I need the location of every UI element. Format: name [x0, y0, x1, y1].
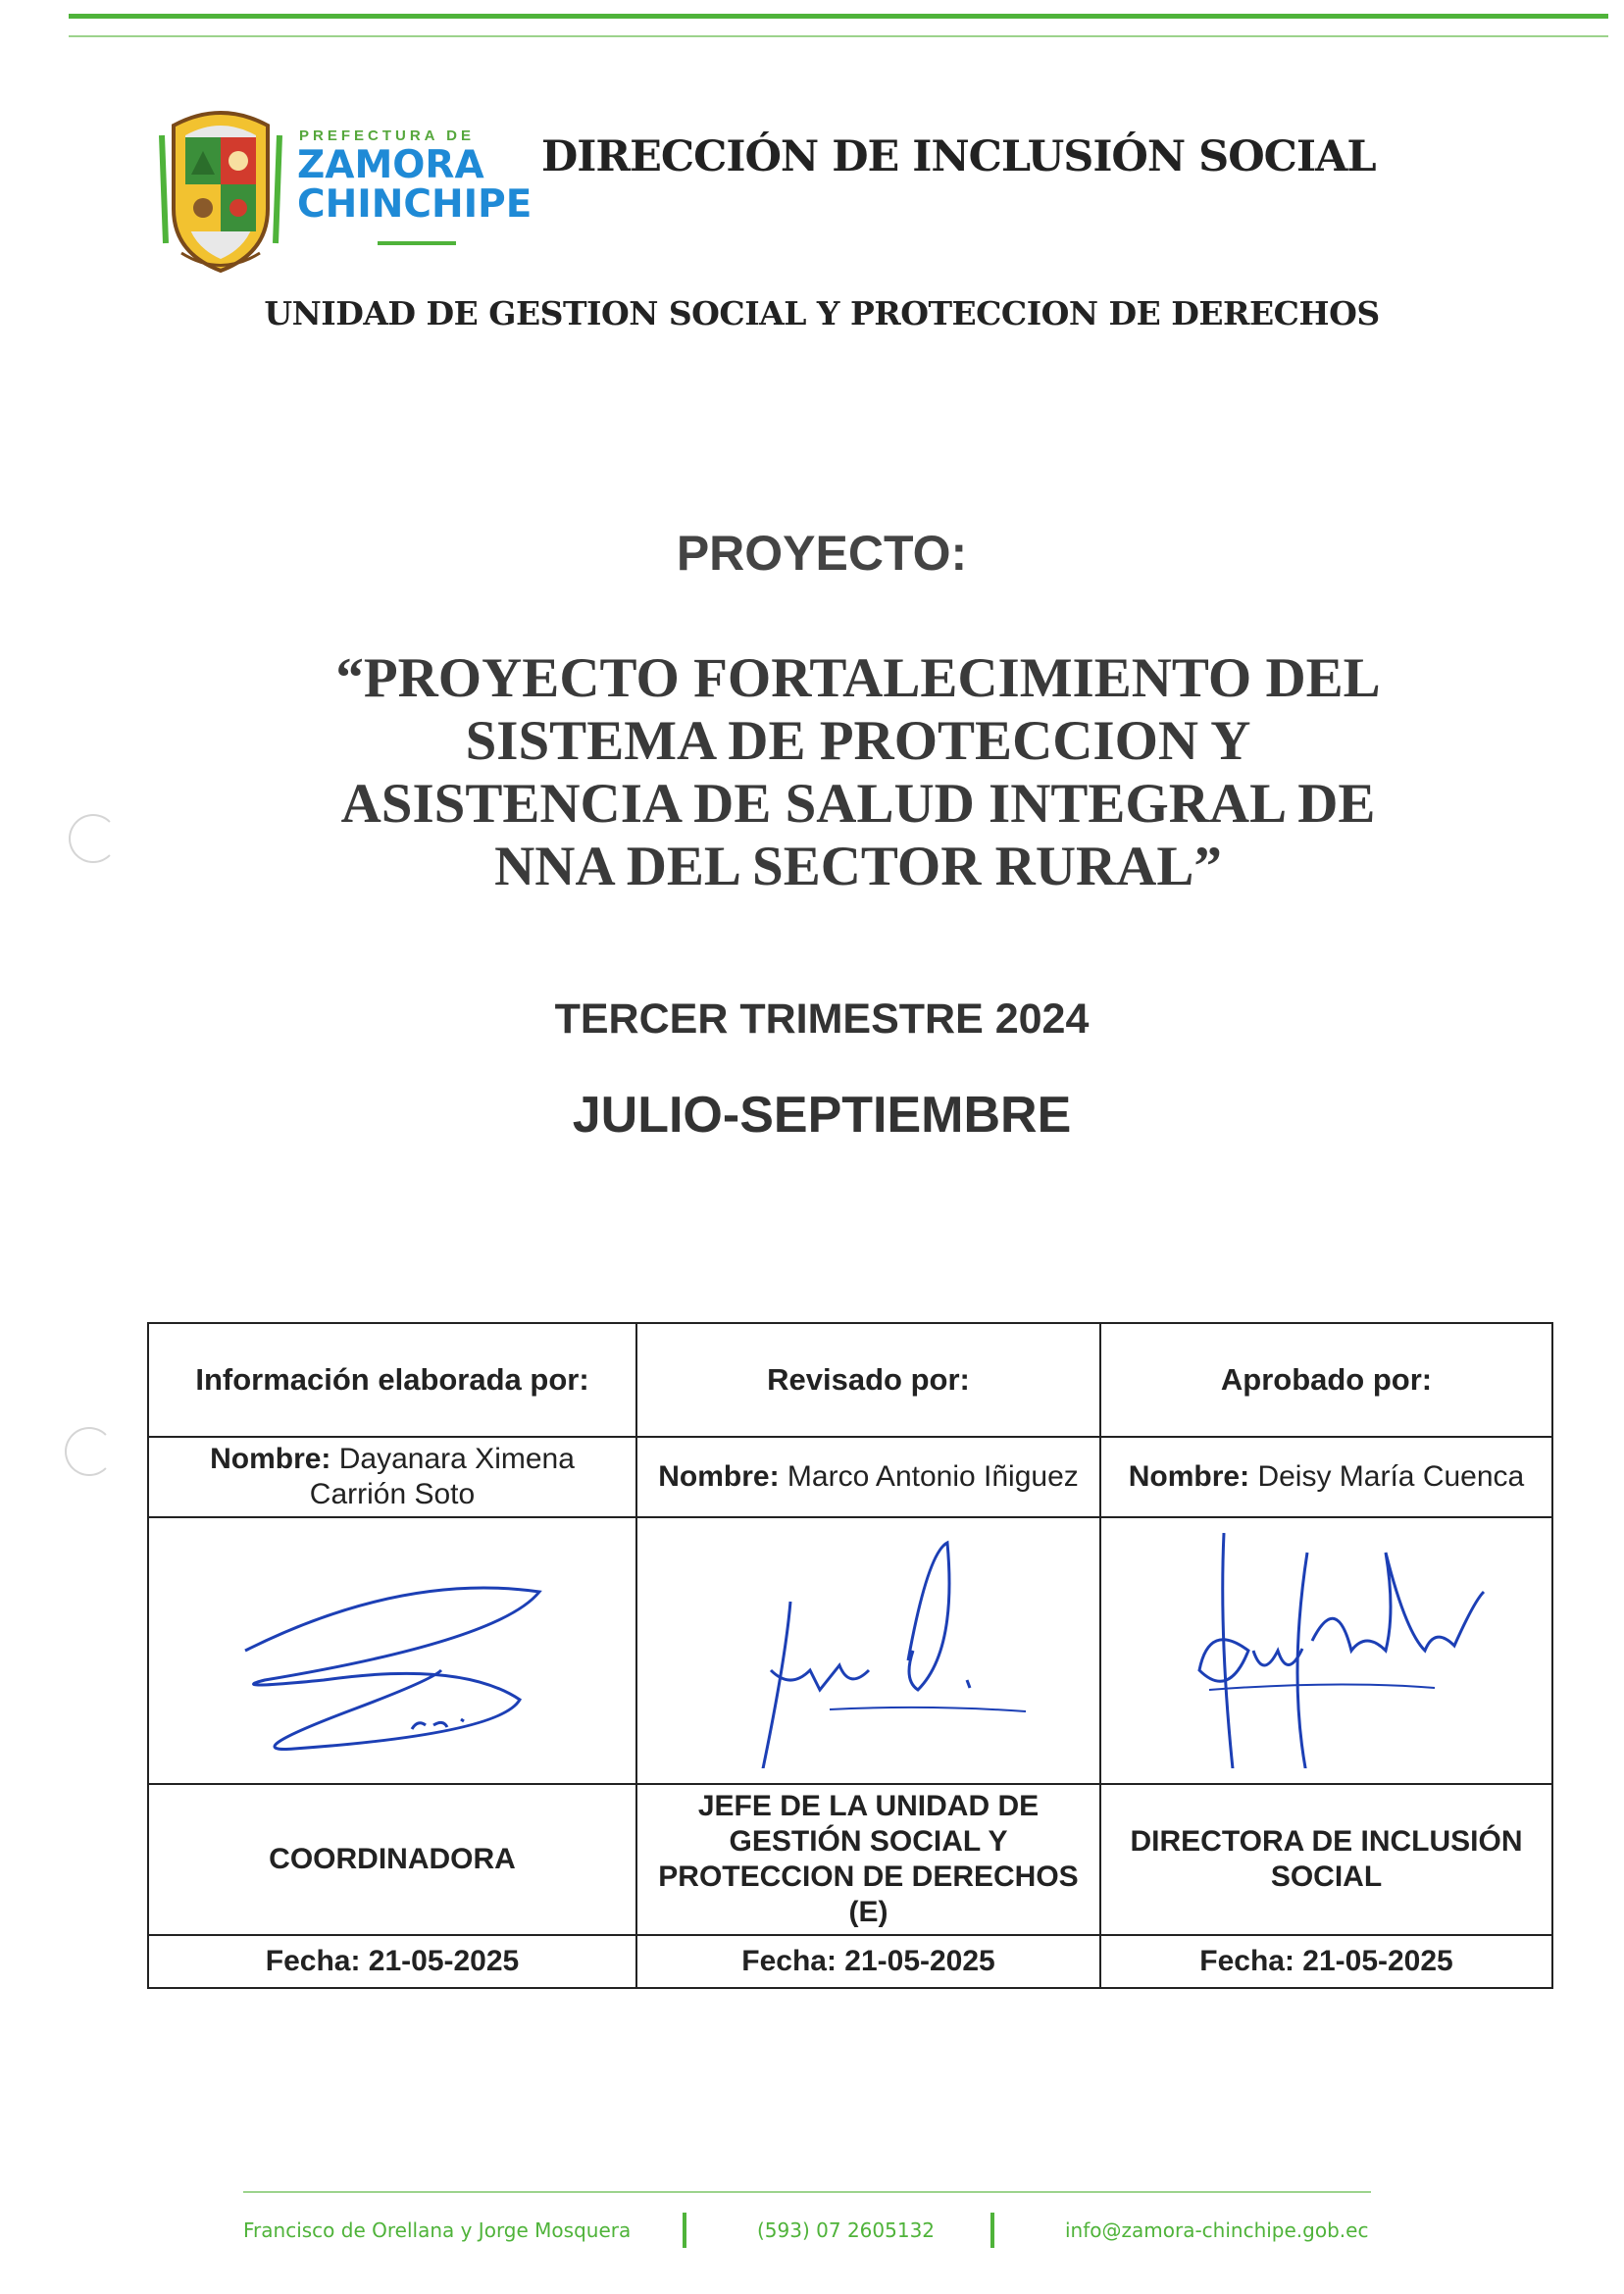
header-cell: Aprobado por: [1100, 1323, 1552, 1437]
name-cell [148, 1437, 636, 1517]
header-cell: Revisado por: [636, 1323, 1100, 1437]
name-label: Nombre: [1128, 1460, 1250, 1493]
approvals-table [147, 1322, 1553, 1989]
trimestre-label: TERCER TRIMESTRE 2024 [554, 995, 1090, 1043]
header-cell: Información elaborada por: [148, 1323, 636, 1437]
logo-underline [378, 241, 456, 245]
name-value: Dayanara Ximena Carrión Soto [309, 1443, 575, 1510]
footer-rule [243, 2191, 1371, 2193]
table-row [148, 1517, 1552, 1784]
date-cell: Fecha: 21-05-2025 [1100, 1935, 1552, 1988]
footer-email[interactable]: info@zamora-chinchipe.gob.ec [1065, 2218, 1369, 2242]
name-cell [636, 1437, 1100, 1517]
logo-line2: CHINCHIPE [297, 182, 533, 227]
table-row [148, 1437, 1552, 1517]
punch-hole-mark [69, 814, 118, 863]
footer-address: Francisco de Orellana y Jorge Mosquera [243, 2218, 632, 2242]
prefectura-logo [152, 106, 539, 278]
header-light-rule [69, 35, 1608, 37]
signature-cell [636, 1517, 1100, 1784]
direccion-title: DIRECCIÓN DE INCLUSIÓN SOCIAL [541, 132, 1376, 181]
date-cell: Fecha: 21-05-2025 [636, 1935, 1100, 1988]
header-green-rule [69, 14, 1608, 19]
footer-separator [683, 2213, 686, 2248]
table-row [148, 1935, 1552, 1988]
name-value: Marco Antonio Iñiguez [787, 1460, 1079, 1493]
signature-cell [1100, 1517, 1552, 1784]
role-cell: COORDINADORA [148, 1784, 636, 1935]
periodo-label: JULIO-SEPTIEMBRE [572, 1087, 1072, 1144]
name-cell [1100, 1437, 1552, 1517]
date-cell: Fecha: 21-05-2025 [148, 1935, 636, 1988]
proyecto-title: “PROYECTO FORTALECIMIENTO DEL SISTEMA DE PROTECCION Y ASISTENCIA DE SALUD INTEGRAL DE NNA DEL SECTOR RURAL” [335, 647, 1381, 897]
signature-jefe [683, 1533, 1055, 1768]
footer [243, 2213, 1371, 2252]
name-value: Deisy María Cuenca [1257, 1460, 1525, 1493]
signature-coordinadora [206, 1533, 579, 1768]
coat-of-arms-icon [152, 106, 289, 278]
punch-hole-mark [65, 1427, 114, 1476]
name-label: Nombre: [210, 1443, 331, 1475]
footer-separator [990, 2213, 994, 2248]
table-row [148, 1323, 1552, 1437]
logo-kicker: PREFECTURA DE [299, 127, 475, 144]
proyecto-label: PROYECTO: [676, 526, 968, 581]
table-row [148, 1784, 1552, 1935]
name-label: Nombre: [658, 1460, 780, 1493]
role-cell: JEFE DE LA UNIDAD DE GESTIÓN SOCIAL Y PROTECCION DE DERECHOS (E) [636, 1784, 1100, 1935]
role-cell: DIRECTORA DE INCLUSIÓN SOCIAL [1100, 1784, 1552, 1935]
logo-line1: ZAMORA [297, 143, 484, 187]
signature-cell [148, 1517, 636, 1784]
footer-phone: (593) 07 2605132 [757, 2218, 936, 2242]
unidad-title: UNIDAD DE GESTION SOCIAL Y PROTECCION DE DERECHOS [264, 294, 1380, 332]
signature-directora [1141, 1533, 1513, 1768]
